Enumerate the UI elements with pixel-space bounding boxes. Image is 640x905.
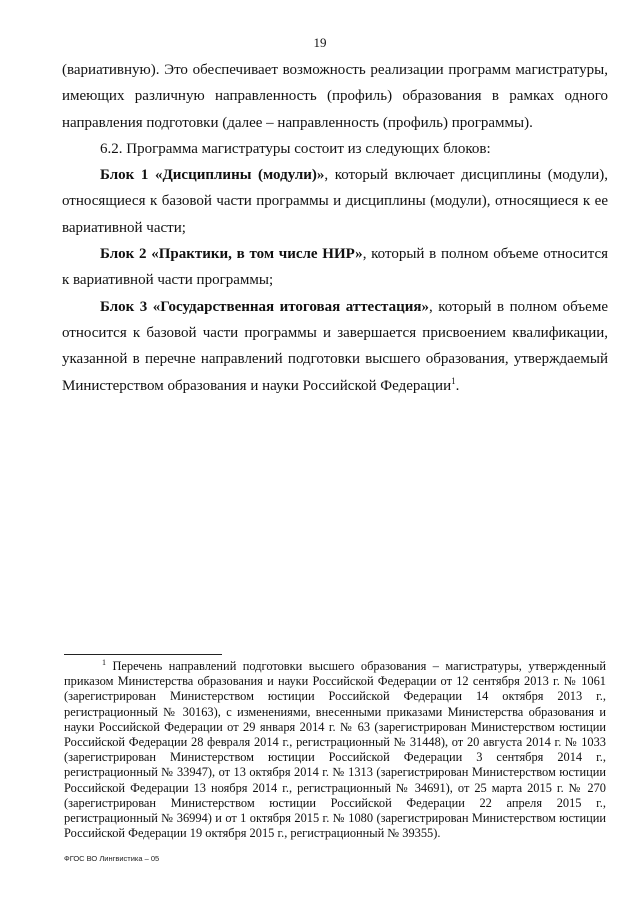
paragraph-block-3 — [62, 294, 608, 399]
document-footer: ФГОС ВО Лингвистика – 05 — [64, 854, 160, 863]
footnote-separator — [64, 654, 222, 655]
block-3-text: , который в полном объеме относится к базовой части программы и завершается присвоением квалификации, указанной в перечне направлений подготовки высшего образования, утверждаемый Министерством образования и науки Российской Федерации — [62, 298, 608, 394]
block-2-text: , который в полном объеме относится к вариативной части программы; — [62, 246, 609, 289]
page-number: 19 — [313, 35, 327, 50]
block-1-title: Блок 1 «Дисциплины (модули)» — [100, 167, 325, 184]
block-2-title: Блок 2 «Практики, в том числе НИР» — [100, 246, 363, 263]
block-3-end: . — [455, 377, 460, 394]
paragraph-block-1 — [62, 162, 608, 241]
paragraph-block-2 — [62, 241, 608, 294]
footnote-text: Перечень направлений подготовки высшего образования – магистратуры, утвержденный приказом Министерства образования и науки Российской Федерации от 12 сентября 2013 г. № 1061 (зарегистрирован Министерством юстиции Российской Федерации 14 октября 2013 г., регистрационный № 30163), с изменениями, внесенными приказами Министерства образования и науки Российской Федерации от 29 января 2014 г. № 63 (зарегистрирован Министерством юстиции Российской Федерации 28 февраля 2014 г., регистрационный № 31448), от 20 августа 2014 г. № 1033 (зарегистрирован Министерством юстиции Российской Федерации 3 сентября 2014 г., регистрационный № 33947), от 13 октября 2014 г. № 1313 (зарегистрирован Министерством юстиции Российской Федерации 13 ноября 2014 г., регистрационный № 34691), от 25 марта 2015 г. № 270 (зарегистрирован Министерством юстиции Российской Федерации 22 апреля 2015 г., регистрационный № 36994) и от 1 октября 2015 г. № 1080 (зарегистрирован Министерством юстиции Российской Федерации 19 октября 2015 г., регистрационный № 39355). — [64, 659, 606, 841]
paragraph-program-structure: 6.2. Программа магистратуры состоит из следующих блоков: — [100, 140, 491, 157]
footnote-marker: 1 — [102, 657, 106, 667]
footnote — [64, 659, 606, 841]
paragraph-continuation: (вариативную). Это обеспечивает возможность реализации программ магистратуры, имеющих различную направленность (профиль) образования в рамках одного направления подготовки (далее – направленность (профиль) программы). — [62, 62, 608, 131]
block-3-title: Блок 3 «Государственная итоговая аттестация» — [100, 298, 430, 315]
main-text — [62, 57, 608, 399]
block-1-text: , который включает дисциплины (модули), относящиеся к базовой части программы и дисциплины (модули), относящиеся к ее вариативной части; — [62, 167, 608, 236]
footnote-reference[interactable]: 1 — [451, 375, 456, 386]
